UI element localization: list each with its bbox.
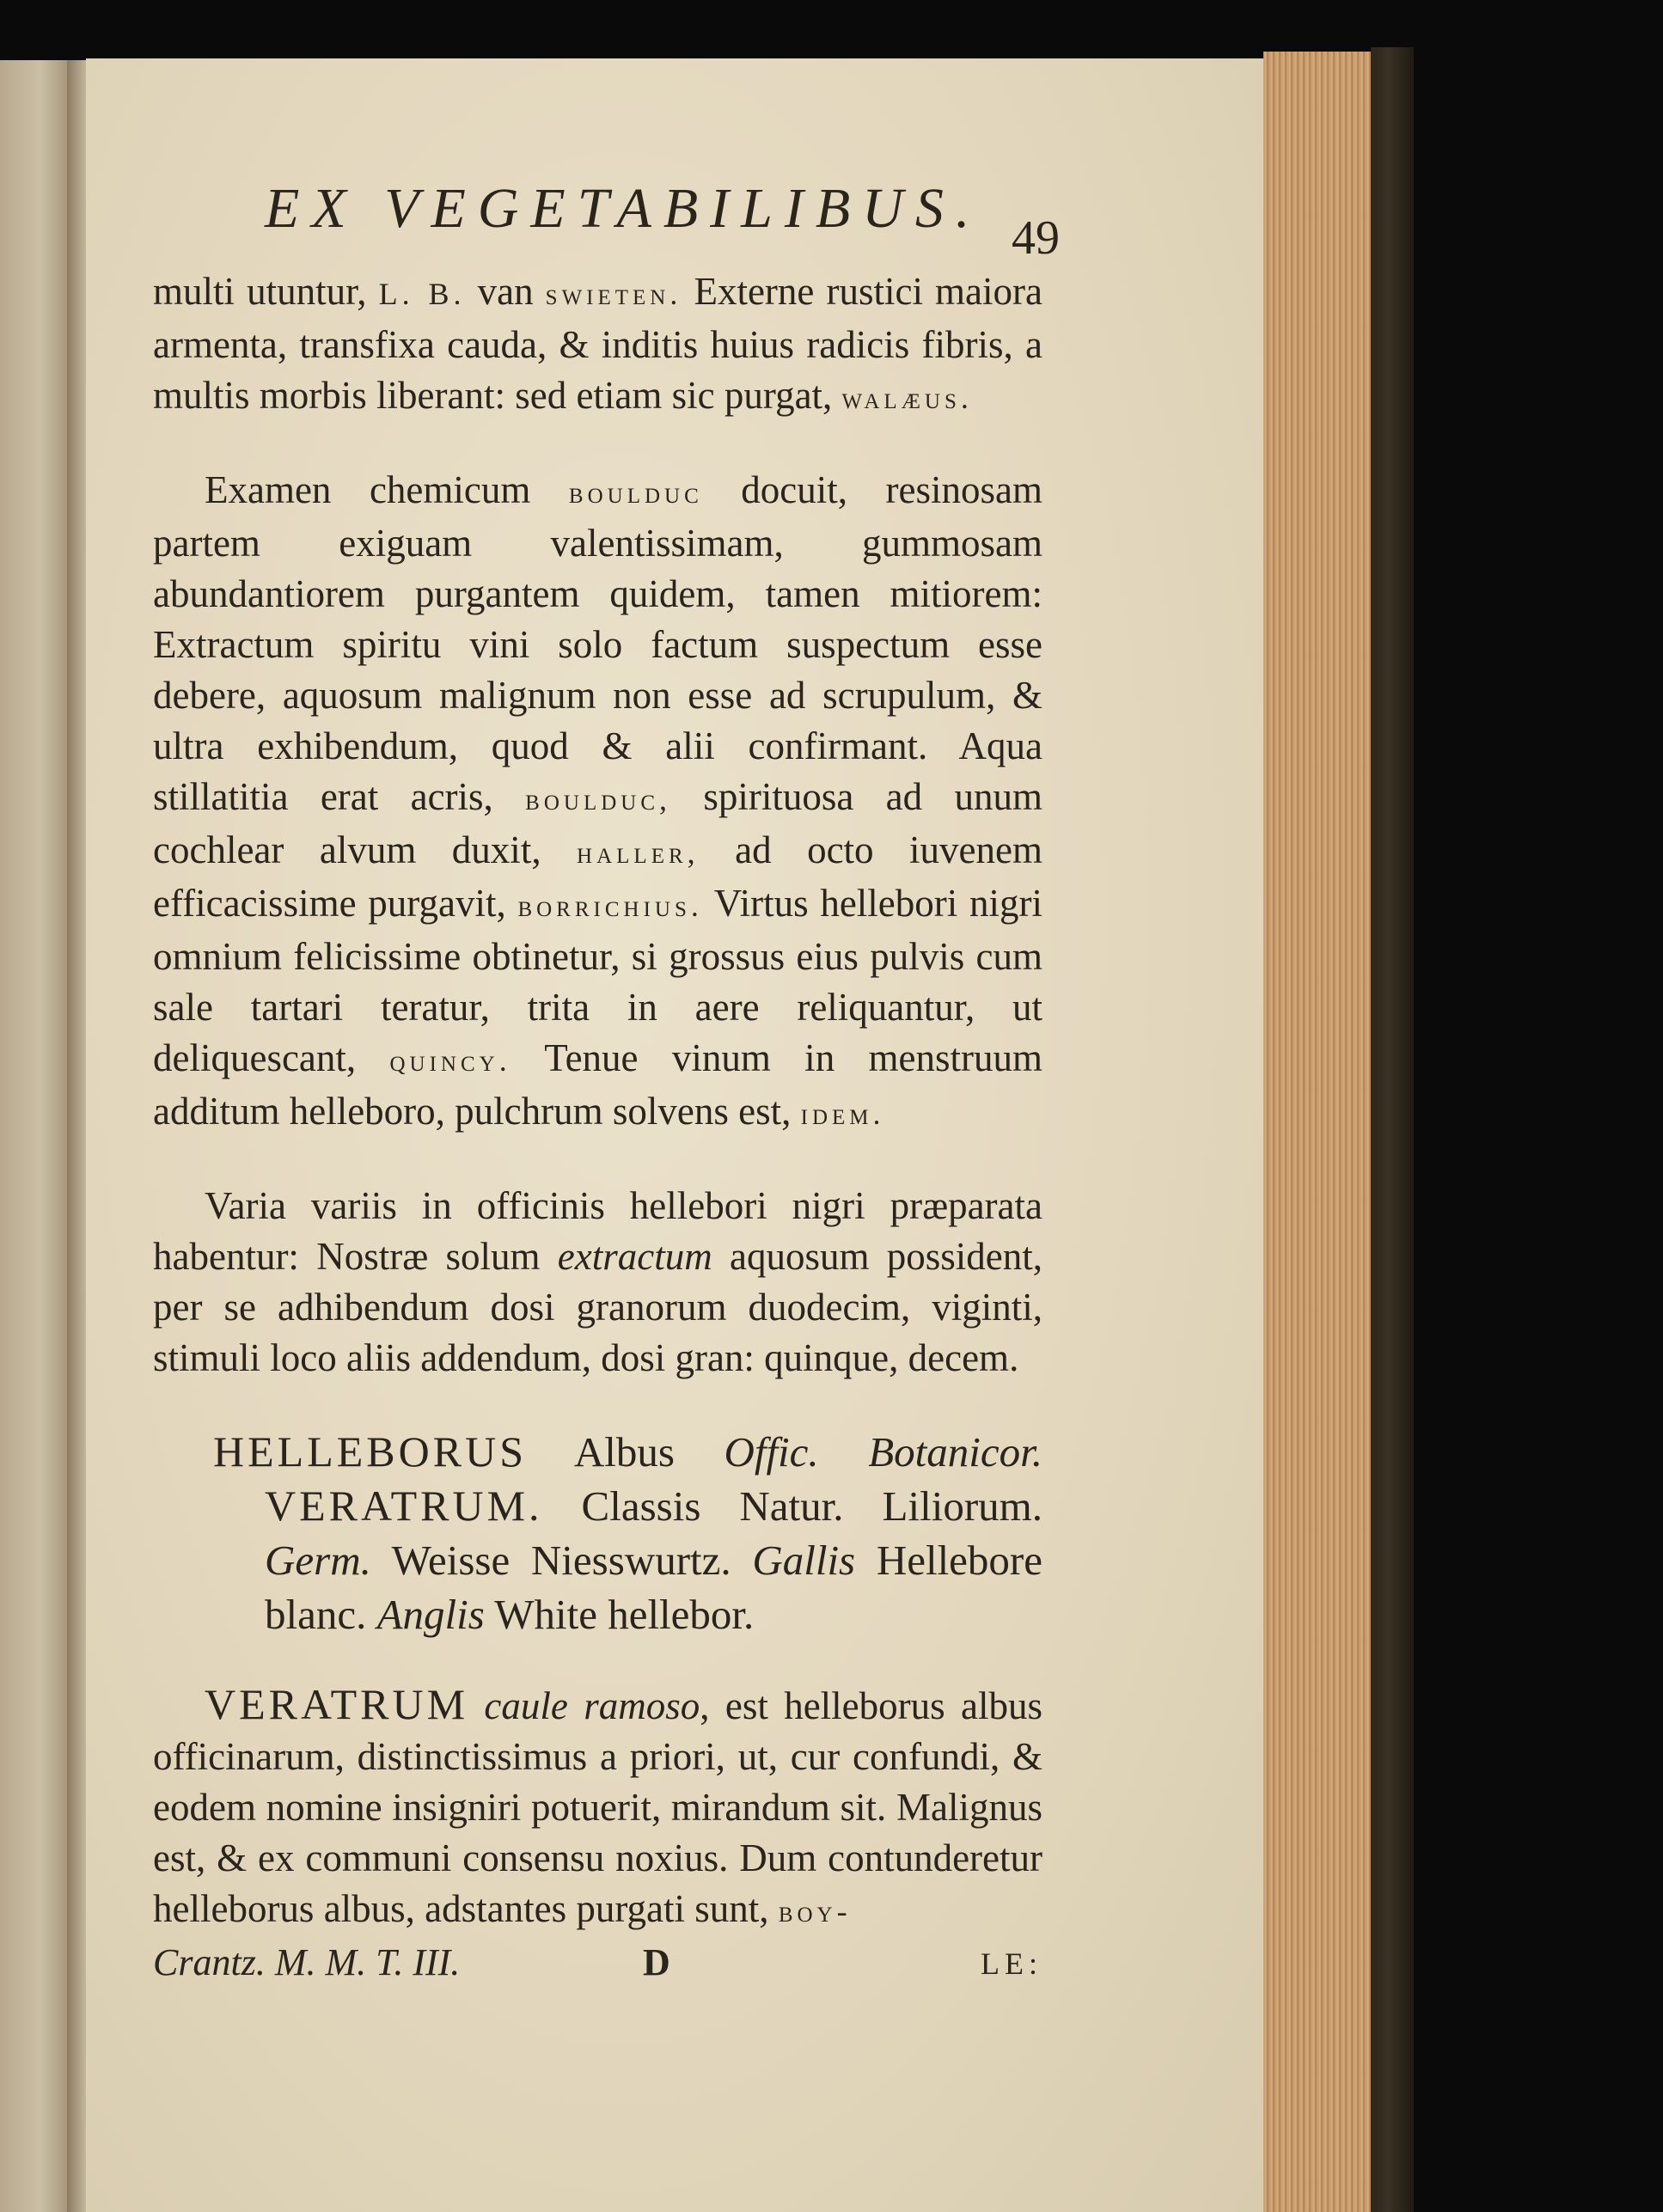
signature-author: Crantz. M. M. T. III. <box>153 1941 461 1983</box>
paragraph-4: VERATRUM caule ramoso, est helleborus albus officinarum, distinctissimus a priori, ut, cur confundi, & eodem nomine insigniri potuerit, mirandum sit. Malignus est, & ex communi consensu noxius. Dum contunderetur helleborus albus, adstantes purgati sunt, boy- <box>153 1680 1042 1930</box>
text-block <box>153 176 1060 2001</box>
page-number: 49 <box>1012 211 1060 265</box>
page-header <box>153 176 1060 266</box>
page-footer <box>153 1940 1042 2001</box>
page-edges <box>1263 52 1371 2212</box>
running-title: EX VEGETABILIBUS. <box>265 177 982 240</box>
left-page-edge <box>0 60 67 2212</box>
paragraph-3: Varia variis in officinis hellebori nigri præparata habentur: Nostræ solum extractum aquosum possident, per se adhibendum dosi granorum duodecim, viginti, stimuli loco aliis addendum, dosi gran: quinque, decem. <box>153 1184 1042 1379</box>
paragraph-2: Examen chemicum boulduc docuit, resinosam partem exiguam valentissimam, gummosam abundantiorem purgantem quidem, tamen mitiorem: Extractum spiritu vini solo factum suspectum esse debere, aquosum malignum non esse ad scrupulum, & ultra exhibendum, quod & alii confirmant. Aqua stillatitia erat acris, boulduc, spirituosa ad unum cochlear alvum duxit, haller, ad octo iuvenem efficacissime purgavit, borrichius. Virtus hellebori nigri omnium felicissime obtinetur, si grossus eius pulvis cum sale tartari teratur, trita in aere reliquantur, ut deliquescant, quincy. Tenue vinum in menstruum additum helleboro, pulchrum solvens est, idem. <box>153 468 1043 1133</box>
signature-mark: D <box>643 1941 670 1983</box>
book-cover <box>1371 47 1414 2212</box>
species-entry: HELLEBORUS Albus Offic. Botanicor. VERATRUM. Classis Natur. Liliorum. Germ. Weisse Niesswurtz. Gallis Hellebore blanc. Anglis White hellebor. <box>213 1427 1042 1638</box>
catchword: LE: <box>981 1946 1042 1981</box>
paragraph-1: multi utuntur, L. B. van swieten. Externe rustici maiora armenta, transfixa cauda, & inditis huius radicis fibris, a multis morbis liberant: sed etiam sic purgat, walæus. <box>153 270 1042 417</box>
